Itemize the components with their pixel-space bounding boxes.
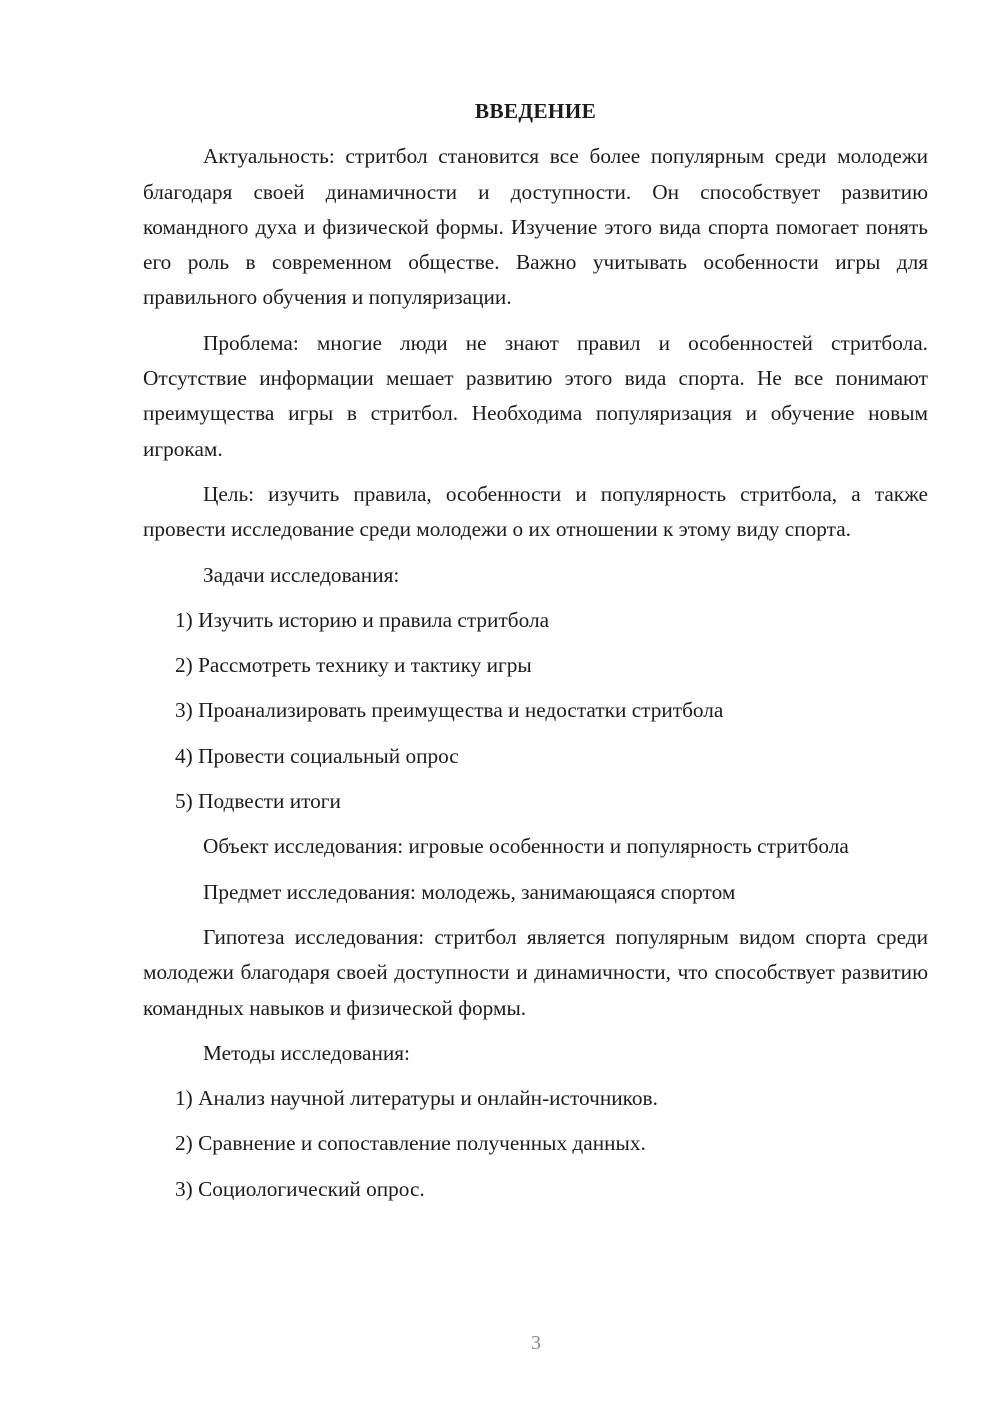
tasks-list	[143, 603, 928, 819]
methods-heading: Методы исследования:	[203, 1040, 410, 1065]
methods-list	[143, 1081, 928, 1207]
page-title: ВВЕДЕНИЕ	[474, 99, 597, 123]
list-item: 3) Социологический опрос.	[175, 1176, 425, 1201]
paragraph-problem: Проблема: многие люди не знают правил и особенностей стритбола. Отсутствие информации мешает развитию этого вида спорта. Не все понимают преимущества игры в стритбол. Необходима популяризация и обучение новым игрокам.	[143, 330, 928, 461]
list-item: 3) Проанализировать преимущества и недостатки стритбола	[175, 698, 724, 723]
list-item: 1) Изучить историю и правила стритбола	[175, 607, 550, 632]
paragraph-goal: Цель: изучить правила, особенности и популярность стритбола, а также провести исследование среди молодежи о их отношении к этому виду спорта.	[143, 481, 928, 542]
paragraph-hypothesis: Гипотеза исследования: стритбол является популярным видом спорта среди молодежи благодаря своей доступности и динамичности, что способствует развитию командных навыков и физической формы.	[143, 924, 928, 1020]
list-item: 5) Подвести итоги	[175, 789, 341, 814]
paragraph-relevance: Актуальность: стритбол становится все более популярным среди молодежи благодаря своей динамичности и доступности. Он способствует развитию командного духа и физической формы. Изучение этого вида спорта помогает понять его роль в современном обществе. Важно учитывать особенности игры для правильного обучения и популяризации.	[143, 144, 928, 310]
paragraph-subject: Предмет исследования: молодежь, занимающаяся спортом	[203, 879, 736, 904]
list-item: 2) Сравнение и сопоставление полученных данных.	[175, 1131, 646, 1156]
page-number: 3	[531, 1332, 541, 1354]
paragraph-object: Объект исследования: игровые особенности и популярность стритбола	[203, 834, 849, 859]
tasks-heading: Задачи исследования:	[203, 562, 400, 587]
page-content	[143, 94, 928, 1217]
list-item: 1) Анализ научной литературы и онлайн-источников.	[175, 1086, 658, 1111]
list-item: 4) Провести социальный опрос	[175, 743, 459, 768]
list-item: 2) Рассмотреть технику и тактику игры	[175, 653, 532, 678]
